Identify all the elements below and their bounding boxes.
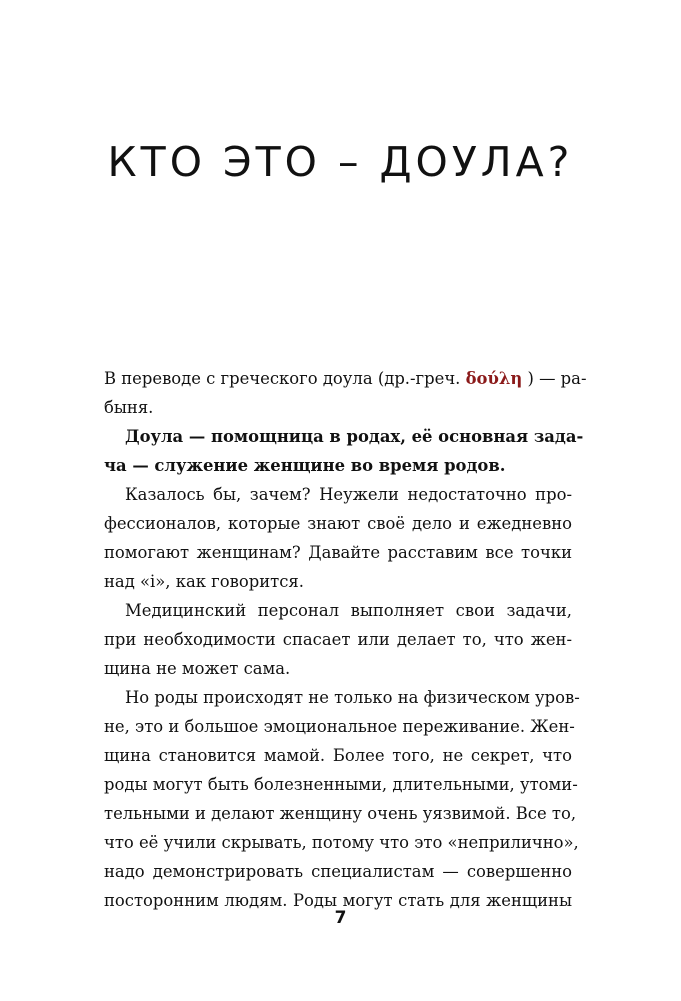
chapter-title: КТО ЭТО – ДОУЛА? [107,138,574,186]
paragraph-1 [104,364,587,422]
text-line: фессионалов, которые знают своё дело и ежедневно [104,514,572,533]
paragraph-5 [104,683,580,915]
greek-word: δούλη [465,369,523,388]
text-line: быня. [104,398,154,417]
text-line: над «i», как говорится. [104,572,304,591]
text-line: помогают женщинам? Давайте расставим все точки [104,543,572,562]
paragraph-3 [104,480,572,596]
text-line: что её учили скрывать, потому что это «неприлично», [104,833,579,852]
text-line: В переводе с греческого доула (др.-греч. δούλη ) — ра- [104,369,587,388]
text-line: посторонним людям. Роды могут стать для женщины [104,891,572,910]
text-line: Медицинский персонал выполняет свои задачи, [125,601,572,620]
text-line: тельными и делают женщину очень уязвимой. Все то, [104,804,577,823]
text-line: Но роды происходят не только на физическом уров- [125,688,580,707]
text-line: щина становится мамой. Более того, не секрет, что [104,746,572,765]
text-line: не, это и большое эмоциональное переживание. Жен- [104,717,575,736]
text-line: роды могут быть болезненными, длительными, утоми- [104,775,578,794]
page-number: 7 [334,908,347,928]
text-line: Казалось бы, зачем? Неужели недостаточно про- [125,485,572,504]
text-line: надо демонстрировать специалистам — совершенно [104,862,572,881]
text-line: Доула — помощница в родах, её основная зада- [125,427,584,446]
text-line: щина не может сама. [104,659,291,678]
paragraph-4 [104,596,572,683]
body-text [104,364,587,915]
text-line: ча — служение женщине во время родов. [104,456,506,475]
text-line: при необходимости спасает или делает то, что жен- [104,630,572,649]
paragraph-2-definition [104,422,584,480]
